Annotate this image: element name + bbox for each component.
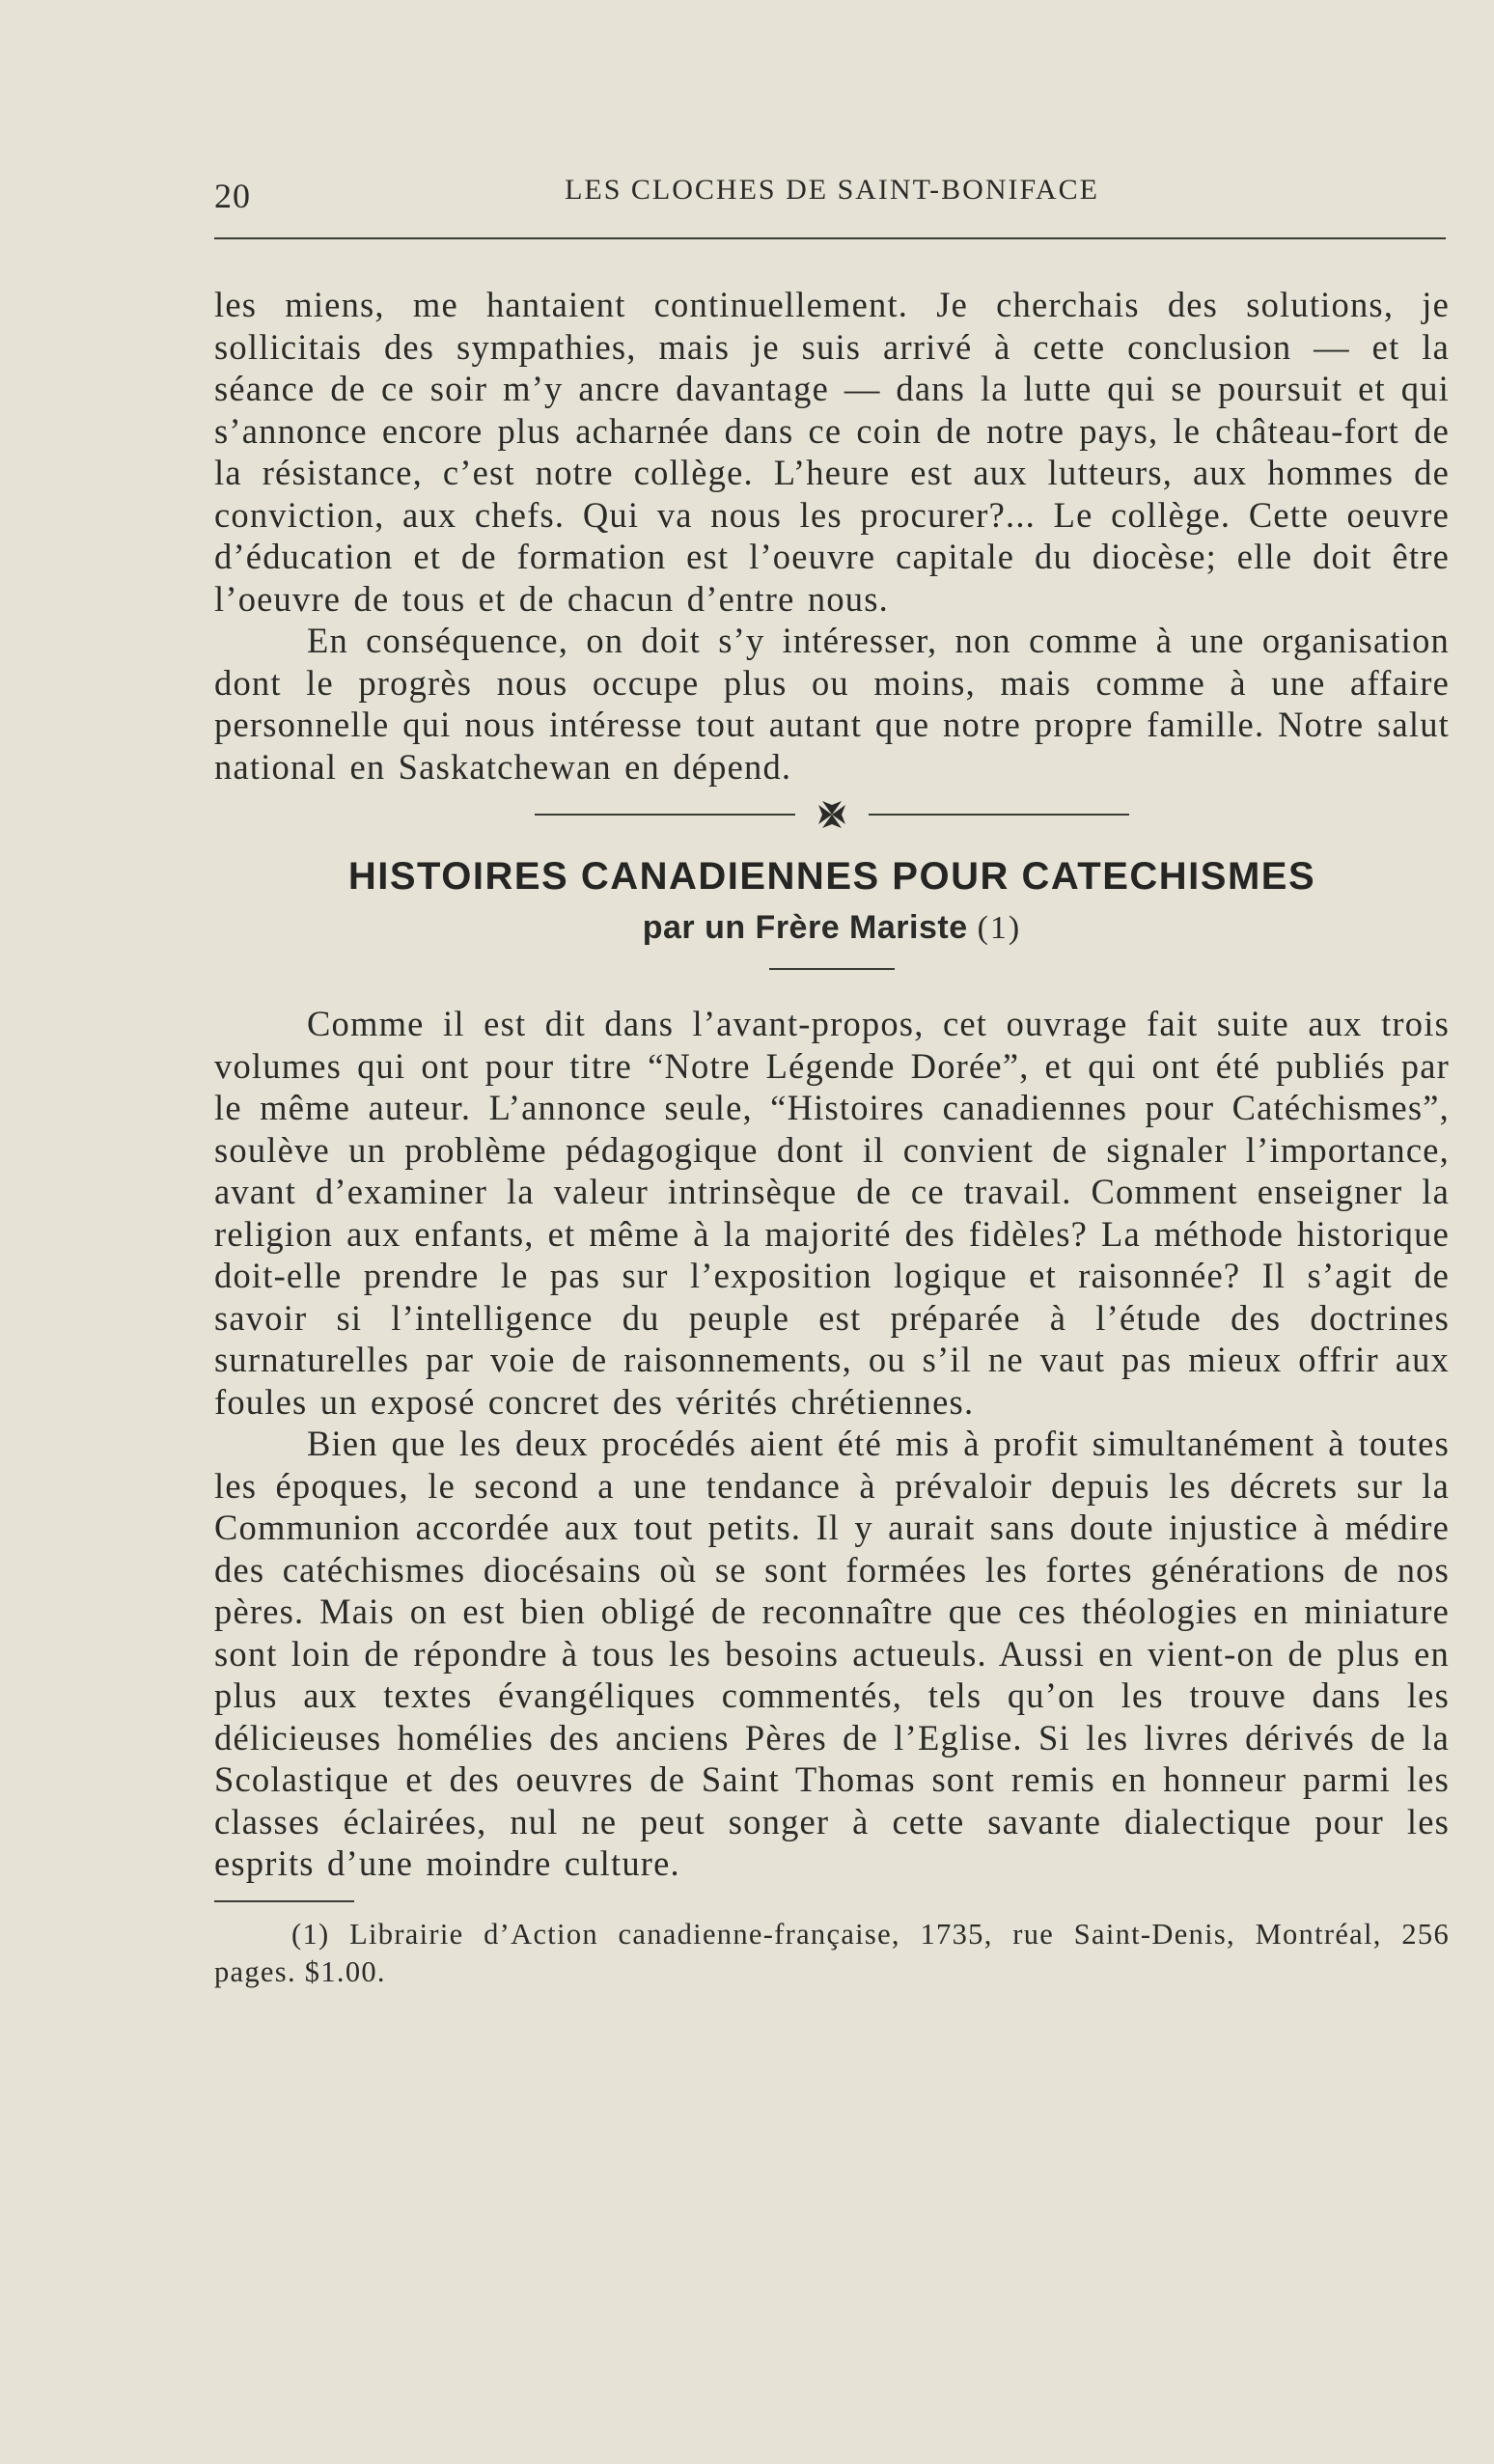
body-paragraph: En conséquence, on doit s’y intéresser, non comme à une organisation dont le progrès nous occupe plus ou moins, mais comme à une affaire personnelle qui nous intéresse tout autant que notre propre famille. Notre salut national en Saskatchewan en dépend. <box>214 621 1450 787</box>
separator-line-left <box>535 814 795 816</box>
page-number: 20 <box>214 177 251 215</box>
byline-author: par un Frère Mariste <box>642 909 968 946</box>
article-paragraph: Bien que les deux procédés aient été mis à profit simultanément à toutes les époques, le second a une tendance à prévaloir depuis les décrets sur la Communion accordée aux tout petits. Il y aurait sans doute injustice à médire des catéchismes diocésains où se sont formées les fortes générations de nos pères. Mais on est bien obligé de reconnaître que ces théologies en miniature sont loin de répondre à tous les besoins actueuls. Aussi en vient-on de plus en plus aux textes évangéliques commentés, tels qu’on les trouve dans les délicieuses homélies des anciens Pères de l’Eglise. Si les livres dérivés de la Scolastique et des oeuvres de Saint Thomas sont remis en honneur parmi les classes éclairées, nul ne peut songer à cette savante dialectique pour les esprits d’une moindre culture. <box>214 1424 1450 1883</box>
header-rule <box>214 237 1446 239</box>
page-header <box>214 164 1450 222</box>
running-title: LES CLOCHES DE SAINT-BONIFACE <box>565 174 1099 206</box>
footnote: (1) Librairie d’Action canadienne-française, 1735, rue Saint-Denis, Montréal, 256 pages. $1.00. <box>214 1917 1450 1988</box>
footnote-reference: (1) <box>977 910 1022 946</box>
article-paragraph: Comme il est dit dans l’avant-propos, cet ouvrage fait suite aux trois volumes qui ont pour titre “Notre Légende Dorée”, et qui ont été publiés par le même auteur. L’annonce seule, “Histoires canadiennes pour Catéchismes”, soulève un problème pédagogique dont il convient de signaler l’importance, avant d’examiner la valeur intrinsèque de ce travail. Comment enseigner la religion aux enfants, et même à la majorité des fidèles? La méthode historique doit-elle prendre le pas sur l’exposition logique et raisonnée? Il s’agit de savoir si l’intelligence du peuple est préparée à l’étude des doctrines surnaturelles par voie de raisonnements, ou s’il ne vaut pas mieux offrir aux foules un exposé concret des vérités chrétiennes. <box>214 1004 1450 1422</box>
continued-paragraph: les miens, me hantaient continuellement. Je cherchais des solutions, je sollicitais des sympathies, mais je suis arrivé à cette conclusion — et la séance de ce soir m’y ancre davantage — dans la lutte qui se poursuit et qui s’annonce encore plus acharnée dans ce coin de notre pays, le château-fort de la résistance, c’est notre collège. L’heure est aux lutteurs, aux hommes de conviction, aux chefs. Qui va nous les procurer?... Le collège. Cette oeuvre d’éducation et de formation est l’oeuvre capitale du diocèse; elle doit être l’oeuvre de tous et de chacun d’entre nous. <box>214 285 1450 619</box>
section-separator <box>214 795 1450 834</box>
article-title: HISTOIRES CANADIENNES POUR CATECHISMES <box>347 855 1316 898</box>
page <box>214 164 1450 1991</box>
maltese-cross-icon <box>813 795 851 834</box>
footnote-rule <box>214 1900 354 1902</box>
article-byline <box>214 906 1450 947</box>
title-rule <box>769 968 895 970</box>
separator-line-right <box>869 814 1129 816</box>
